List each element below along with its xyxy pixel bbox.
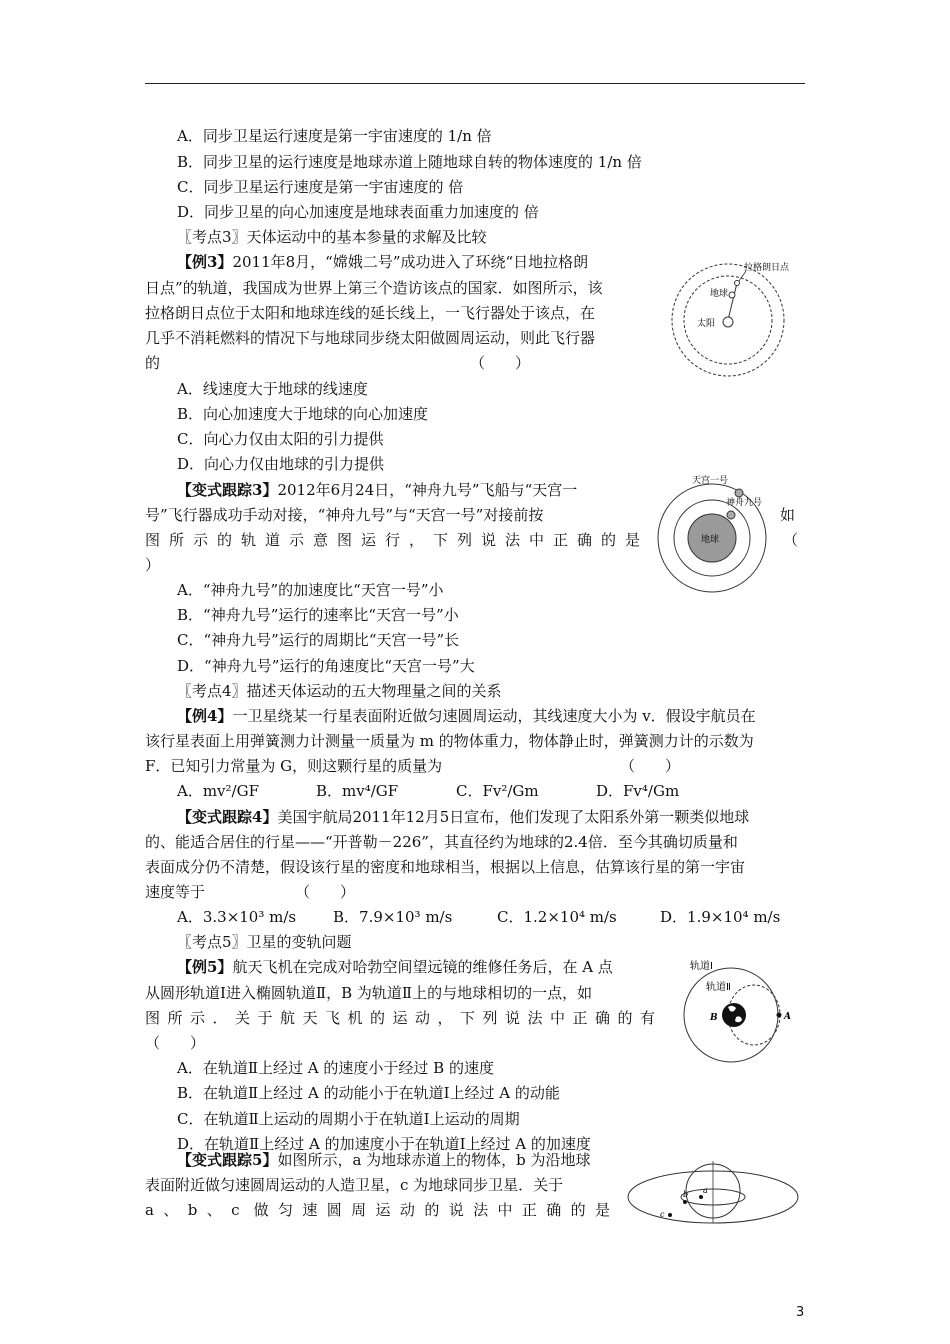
header-rule bbox=[145, 83, 805, 84]
li4-option-a: A．mv²/GF bbox=[177, 782, 259, 800]
li3-line-2: 日点”的轨道，我国成为世界上第三个造访该点的国家．如图所示，该 bbox=[145, 279, 603, 297]
bs4-text-1: 美国宇航局2011年12月5日宣布，他们发现了太阳系外第一颗类似地球 bbox=[277, 808, 750, 826]
bs3-line-4: ） bbox=[145, 556, 161, 574]
li5-line-1 bbox=[177, 957, 613, 977]
li5-line-2: 从圆形轨道Ⅰ进入椭圆轨道Ⅱ，B 为轨道Ⅱ上的与地球相切的一点，如 bbox=[145, 984, 593, 1002]
bs3-line-2-tail: 如 bbox=[780, 506, 796, 524]
lagrange-point-label: 拉格朗日点 bbox=[744, 263, 790, 273]
lagrange-figure bbox=[668, 258, 803, 378]
bs5-label: 【变式跟踪5】 bbox=[177, 1151, 278, 1169]
bs3-line-1 bbox=[177, 480, 577, 500]
li5-line-3: 图所示．关于航天飞机的运动，下列说法中正确的有 bbox=[145, 1009, 655, 1027]
li3-line-5: 的 bbox=[145, 354, 161, 372]
sun-label: 太阳 bbox=[697, 319, 716, 329]
label-a: a bbox=[703, 1186, 708, 1195]
li3-option-a: A．线速度大于地球的线速度 bbox=[177, 380, 368, 398]
kaodian4-heading: 〖考点4〗描述天体运动的五大物理量之间的关系 bbox=[177, 682, 502, 700]
bs4-line-2: 的、能适合居住的行星——“开普勒－226”，其直径约为地球的2.4倍．至今其确切质量和 bbox=[145, 833, 738, 851]
shenzhou-label: 神舟九号 bbox=[726, 498, 763, 508]
bs4-line-1 bbox=[177, 807, 749, 827]
bs3-line-3: 图所示的轨道示意图运行，下列说法中正确的是 bbox=[145, 531, 640, 549]
kaodian5-heading: 〖考点5〗卫星的变轨问题 bbox=[177, 933, 352, 951]
bs4-option-b: B．7.9×10³ m/s bbox=[333, 908, 453, 926]
li3-line-4: 几乎不消耗燃料的情况下与地球同步绕太阳做圆周运动，则此飞行器 bbox=[145, 329, 596, 347]
li3-label: 【例3】 bbox=[177, 253, 233, 271]
li4-line-3: F．已知引力常量为 G，则这颗行星的质量为 bbox=[145, 757, 443, 775]
bs3-text-1: 2012年6月24日，“神舟九号”飞船与“天宫一 bbox=[277, 481, 578, 499]
label-b: b bbox=[683, 1190, 689, 1199]
bs5-line-1 bbox=[177, 1150, 591, 1170]
bs3-option-d: D．“神舟九号”运行的角速度比“天宫一号”大 bbox=[177, 657, 475, 675]
kaodian3-heading: 〖考点3〗天体运动中的基本参量的求解及比较 bbox=[177, 228, 487, 246]
docking-figure bbox=[652, 470, 777, 595]
bs4-option-c: C．1.2×10⁴ m/s bbox=[497, 908, 617, 926]
bs4-option-d: D．1.9×10⁴ m/s bbox=[660, 908, 781, 926]
point-b-label: B bbox=[710, 1013, 718, 1023]
bs5-line-2: 表面附近做匀速圆周运动的人造卫星，c 为地球同步卫星．关于 bbox=[145, 1176, 564, 1194]
li4-option-b: B．mv⁴/GF bbox=[316, 782, 399, 800]
bs4-option-a: A．3.3×10³ m/s bbox=[177, 908, 297, 926]
label-c: c bbox=[660, 1210, 665, 1219]
earth-label: 地球 bbox=[701, 535, 720, 545]
li4-label: 【例4】 bbox=[177, 707, 233, 725]
li5-line-4: （ ） bbox=[145, 1034, 206, 1052]
li5-option-c: C．在轨道Ⅱ上运动的周期小于在轨道Ⅰ上运动的周期 bbox=[177, 1110, 520, 1128]
li3-line-3: 拉格朗日点位于太阳和地球连线的延长线上，一飞行器处于该点，在 bbox=[145, 304, 596, 322]
bs5-text-1: 如图所示，a 为地球赤道上的物体，b 为沿地球 bbox=[277, 1151, 591, 1169]
li4-option-d: D．Fv⁴/Gm bbox=[596, 782, 680, 800]
page-number: 3 bbox=[796, 1305, 805, 1320]
q2-option-d: D．同步卫星的向心加速度是地球表面重力加速度的 倍 bbox=[177, 203, 539, 221]
bs5-line-3: a、b、c 做匀速圆周运动的说法中正确的是 bbox=[145, 1201, 610, 1219]
tiangong-label: 天宫一号 bbox=[692, 476, 729, 486]
bs3-line-3-tail: （ bbox=[783, 531, 799, 549]
bs3-line-2: 号”飞行器成功手动对接，“神舟九号”与“天宫一号”对接前按 bbox=[145, 506, 544, 524]
li4-text-1: 一卫星绕某一行星表面附近做匀速圆周运动，其线速度大小为 v．假设宇航员在 bbox=[232, 707, 756, 725]
li5-option-d: D．在轨道Ⅱ上经过 A 的加速度小于在轨道Ⅰ上经过 A 的加速度 bbox=[177, 1135, 591, 1153]
li3-option-d: D．向心力仅由地球的引力提供 bbox=[177, 455, 385, 473]
li3-text-1: 2011年8月，“嫦娥二号”成功进入了环绕“日地拉格朗 bbox=[232, 253, 589, 271]
li3-bracket: （ ） bbox=[470, 354, 531, 372]
li5-text-1: 航天飞机在完成对哈勃空间望远镜的维修任务后，在 A 点 bbox=[232, 958, 613, 976]
li3-line-1 bbox=[177, 252, 588, 272]
li4-line-1 bbox=[177, 706, 756, 726]
orbit-2-label: 轨道Ⅱ bbox=[706, 982, 731, 993]
li4-option-c: C．Fv²/Gm bbox=[456, 782, 539, 800]
li5-option-a: A．在轨道Ⅱ上经过 A 的速度小于经过 B 的速度 bbox=[177, 1059, 494, 1077]
bs4-line-4: 速度等于 bbox=[145, 883, 206, 901]
bs4-bracket: （ ） bbox=[295, 883, 356, 901]
earth-label: 地球 bbox=[710, 289, 729, 299]
li5-option-b: B．在轨道Ⅱ上经过 A 的动能小于在轨道Ⅰ上经过 A 的动能 bbox=[177, 1084, 560, 1102]
bs3-option-b: B．“神舟九号”运行的速率比“天宫一号”小 bbox=[177, 606, 459, 624]
bs3-label: 【变式跟踪3】 bbox=[177, 481, 278, 499]
q2-option-a: A．同步卫星运行速度是第一宇宙速度的 1/n 倍 bbox=[177, 127, 492, 145]
bs3-option-a: A．“神舟九号”的加速度比“天宫一号”小 bbox=[177, 581, 444, 599]
q2-option-c: C．同步卫星运行速度是第一宇宙速度的 倍 bbox=[177, 178, 464, 196]
li5-label: 【例5】 bbox=[177, 958, 233, 976]
bs3-option-c: C．“神舟九号”运行的周期比“天宫一号”长 bbox=[177, 631, 460, 649]
li4-bracket: （ ） bbox=[620, 757, 681, 775]
point-a-label: A bbox=[784, 1012, 791, 1022]
orbit-1-label: 轨道Ⅰ bbox=[690, 961, 713, 972]
q2-option-b: B．同步卫星的运行速度是地球赤道上随地球自转的物体速度的 1/n 倍 bbox=[177, 153, 642, 171]
li4-line-2: 该行星表面上用弹簧测力计测量一质量为 m 的物体重力，物体静止时，弹簧测力计的示数为 bbox=[145, 732, 754, 750]
bs4-label: 【变式跟踪4】 bbox=[177, 808, 278, 826]
li3-option-c: C．向心力仅由太阳的引力提供 bbox=[177, 430, 384, 448]
orbit-transfer-figure bbox=[676, 957, 796, 1067]
bs4-line-3: 表面成分仍不清楚，假设该行星的密度和地球相当，根据以上信息，估算该行星的第一宇宙 bbox=[145, 858, 746, 876]
satellites-figure bbox=[625, 1155, 805, 1235]
li3-option-b: B．向心加速度大于地球的向心加速度 bbox=[177, 405, 429, 423]
